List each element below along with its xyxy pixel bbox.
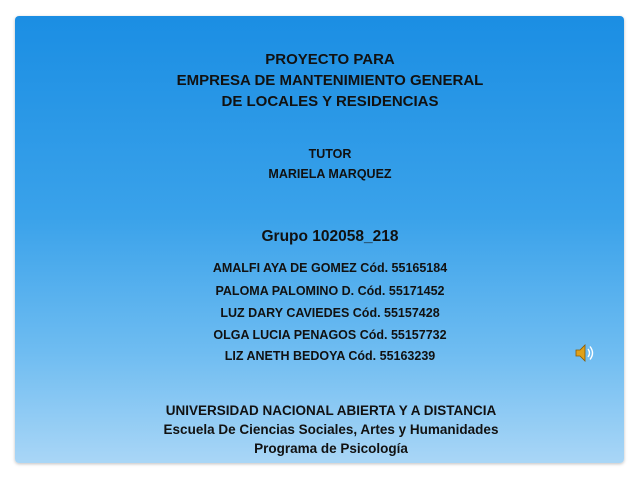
university-name: UNIVERSIDAD NACIONAL ABIERTA Y A DISTANCIA [165,403,497,418]
member-item: AMALFI AYA DE GOMEZ Cód. 55165184 [212,261,448,275]
slide [15,16,624,463]
tutor-label: TUTOR [308,147,352,161]
school-name: Escuela De Ciencias Sociales, Artes y Humanidades [163,422,499,437]
title-line-1: PROYECTO PARA [265,51,395,68]
program-name: Programa de Psicología [254,441,408,456]
title-line-2: EMPRESA DE MANTENIMIENTO GENERAL [176,72,484,89]
tutor-name: MARIELA MARQUEZ [268,167,392,181]
group-name: Grupo 102058_218 [261,228,399,245]
member-item: OLGA LUCIA PENAGOS Cód. 55157732 [213,328,447,342]
member-item: PALOMA PALOMINO D. Cód. 55171452 [215,284,445,298]
member-item: LUZ DARY CAVIEDES Cód. 55157428 [220,306,440,320]
member-item: LIZ ANETH BEDOYA Cód. 55163239 [224,349,436,363]
title-line-3: DE LOCALES Y RESIDENCIAS [221,93,439,110]
speaker-icon[interactable] [574,343,596,363]
